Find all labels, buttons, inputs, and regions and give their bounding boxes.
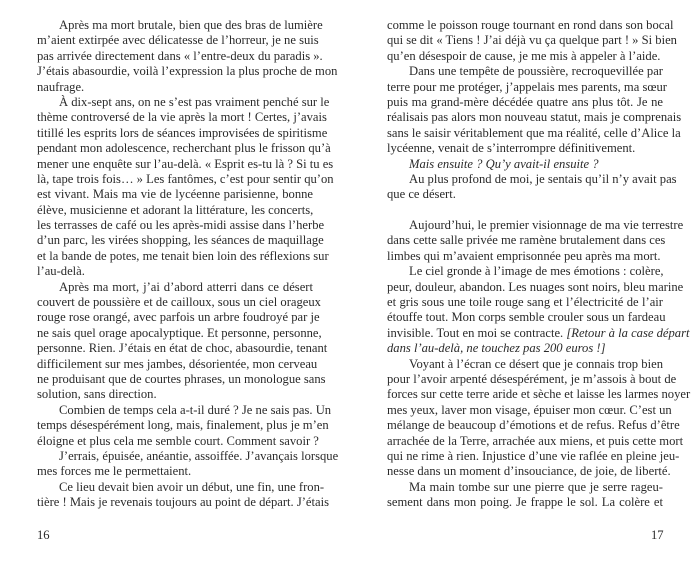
blank-line — [387, 203, 663, 218]
line-text: Aujourd’hui, le premier visionnage de ma vie terrestre — [409, 218, 684, 233]
text-line — [387, 249, 663, 264]
text-line — [37, 295, 321, 310]
line-text: et la bande de potes, me tenait bien loin des réflexions sur — [37, 248, 329, 263]
line-text: Après ma mort brutale, bien que des bras de lumière — [59, 18, 323, 32]
text-line — [37, 325, 322, 341]
line-text: sans le saisir véritablement que ma réalité, celle d’Alice la — [387, 125, 681, 140]
line-text: personne. Rien. J’étais en état de choc, abasourdie, tenant — [37, 341, 328, 356]
text-line — [37, 187, 313, 202]
line-text: élève, musicienne et adorant la littérature, les concerts, — [37, 202, 314, 217]
text-line — [387, 18, 674, 33]
text-line — [37, 33, 319, 48]
text-line — [37, 203, 313, 218]
line-text: l’au-delà. — [37, 264, 85, 279]
line-text: dans cette salle privée me ramène brutalement dans ces — [387, 233, 666, 248]
line-text: arrachée de la Terre, arrachée aux miens, et puis cette mort — [387, 433, 684, 448]
text-line — [37, 495, 330, 510]
line-text: mener une enquête sur l’au-delà. « Esprit es-tu là ? Si tu es — [37, 156, 334, 171]
text-line — [37, 371, 326, 387]
italic-text: dans l’au-delà, ne touchez pas 200 euros !] — [387, 341, 606, 356]
text-line — [37, 310, 320, 325]
text-line — [387, 433, 684, 449]
line-text: et gris sous une toile rouge sang et l’électricité de l’air — [387, 295, 663, 310]
line-text: qu’en désespoir de cause, je me mis à appeler à l’aide. — [387, 48, 661, 63]
line-text: couvert de poussière et de cailloux, sous un ciel orageux — [37, 295, 321, 310]
line-text: qui se dit « Tiens ! J’ai déjà vu ça quelque part ! » Si bien — [387, 33, 677, 48]
line-text: que ce désert. — [387, 187, 456, 202]
line-text: terre pour me protéger, j’appelais mes parents, ma sœur — [387, 79, 667, 94]
text-line — [37, 110, 327, 125]
text-line — [37, 402, 332, 418]
line-text: nesse dans un moment d’insouciance, de joie, de liberté. — [387, 464, 671, 479]
left-page-text — [37, 18, 339, 511]
line-text: Ce lieu devait bien avoir un début, une fin, une fron- — [59, 479, 325, 494]
text-line — [387, 341, 663, 356]
text-line — [37, 141, 331, 156]
line-text: mes yeux, laver mon visage, épuiser mon cœur. C’est un — [387, 402, 672, 417]
line-text: pas arrivée directement dans « l’entre-deux du paradis ». — [37, 48, 323, 63]
text-line — [387, 171, 677, 187]
line-text: étouffe tout. Mon corps semble crouler sous un fardeau — [387, 310, 666, 325]
line-text: forces sur cette terre aride et sèche et laisse les larmes noyer — [387, 387, 691, 402]
text-line — [387, 264, 663, 279]
line-text: qui ne rime à rien. Injustice d’une vie raflée en pleine jeu- — [387, 448, 680, 463]
line-text: Ma main tombe sur une pierre que je serre rageu- — [409, 479, 663, 494]
line-text: Au plus profond de moi, je sentais qu’il n’y avait pas — [409, 171, 677, 186]
line-text: temps désespérément long, mais, finalement, plus je m’en — [37, 418, 329, 433]
text-line — [387, 49, 663, 64]
line-text: titillé les esprits lors de séances improvisées de spiritisme — [37, 125, 328, 140]
line-text: Le ciel gronde à l’image de mes émotions : colère, — [409, 264, 664, 279]
line-text: ne sais quel orage apocalyptique. Et personne, personne, — [37, 325, 322, 340]
text-line — [387, 295, 663, 310]
text-line — [37, 64, 338, 79]
line-text: d’un parc, les virées shopping, les séances de maquillage — [37, 233, 324, 248]
page-number-right: 17 — [651, 528, 664, 542]
text-line — [37, 18, 323, 33]
text-line — [387, 310, 666, 325]
text-line — [37, 248, 329, 264]
line-text: naufrage. — [37, 79, 85, 94]
page-number-left: 16 — [37, 528, 50, 542]
text-line — [37, 80, 313, 95]
text-line — [37, 448, 339, 464]
text-line — [37, 156, 334, 172]
text-line — [387, 418, 680, 433]
line-text: Après ma mort, j’ai d’abord atterri dans ce désert — [59, 279, 313, 294]
text-line — [387, 233, 666, 248]
text-line — [387, 218, 684, 233]
line-text: Dans une tempête de poussière, recroquevillée par — [409, 64, 663, 79]
line-text: peur, douleur, abandon. Les nuages sont noirs, bleu marine — [387, 279, 684, 294]
text-line — [387, 371, 677, 387]
text-line — [37, 171, 334, 187]
line-text: mes forces me le permettaient. — [37, 464, 192, 479]
line-text: limbes qui m’avaient emprisonnée peu après ma mort. — [387, 248, 661, 263]
line-text: À dix-sept ans, on ne s’est pas vraiment penché sur le — [59, 94, 330, 109]
line-text: comme le poisson rouge tournant en rond dans son bocal — [387, 18, 674, 32]
line-text: m’aient extirpée avec délicatesse de l’horreur, je ne suis — [37, 33, 319, 48]
text-line — [37, 479, 325, 495]
text-line — [387, 33, 677, 48]
text-line — [387, 279, 684, 295]
line-text: est vivant. Mais ma vie de lycéenne parisienne, bonne — [37, 187, 313, 202]
text-line — [387, 480, 663, 495]
line-text: difficilement sur mes jambes, désorientée, mon cerveau — [37, 356, 318, 371]
text-line — [387, 125, 681, 141]
line-text: thème controversé de la vie après la mort ! Certes, j’avais — [37, 110, 327, 125]
text-line — [387, 141, 663, 156]
text-line — [387, 157, 663, 172]
line-text: Voyant à l’écran ce désert que je connais trop bien — [409, 356, 663, 371]
text-line — [387, 387, 691, 402]
italic-text: Mais ensuite ? Qu’y avait-il ensuite ? — [409, 156, 599, 171]
text-line — [387, 110, 682, 125]
text-line — [37, 418, 329, 433]
text-line — [387, 495, 663, 510]
text-line — [387, 464, 671, 479]
text-line — [37, 48, 323, 64]
text-line — [387, 402, 672, 418]
text-line — [37, 433, 319, 449]
line-text: lycéenne, venait de s’interrompre définitivement. — [387, 141, 636, 156]
text-line — [37, 218, 325, 233]
italic-text: [Retour à la case départ — [566, 325, 690, 340]
text-line — [37, 94, 330, 110]
line-text: pendant mon adolescence, recherchant plus le frisson qu’à — [37, 141, 331, 156]
text-line — [37, 233, 324, 248]
line-text: pour l’avoir arpenté désespérément, je m’assois à bout de — [387, 371, 677, 386]
line-text: J’étais abasourdie, voilà l’expression la plus proche de mon — [37, 64, 338, 79]
line-text: réalisais pas alors mon nouveau statut, mais je comprenais — [387, 110, 682, 125]
line-text: invisible. Tout en moi se contracte. — [387, 325, 567, 340]
text-line — [37, 341, 328, 356]
line-text: rouge rose orangé, avec parfois un arbre foudroyé par je — [37, 310, 320, 325]
line-text: les terrasses de café ou les après-midi assise dans l’herbe — [37, 218, 325, 233]
text-line — [387, 64, 663, 79]
text-line — [387, 187, 663, 202]
line-text: J’errais, épuisée, anéantie, assoiffée. J’avançais lorsque — [59, 448, 339, 463]
text-line — [37, 264, 313, 279]
line-text: sement dans mon poing. Je frappe le sol. La colère et — [387, 495, 663, 510]
line-text: ne produisant que de courtes phrases, un monologue sans — [37, 371, 326, 386]
line-text: tière ! Mais je revenais toujours au point de départ. J’étais — [37, 495, 330, 510]
line-text: solution, sans direction. — [37, 387, 157, 402]
line-text: là, tape trois fois… » Les fantômes, c’est pour sentir qu’on — [37, 171, 334, 186]
text-line — [387, 325, 690, 341]
right-page-text — [387, 18, 691, 511]
text-line — [387, 357, 663, 372]
line-text: mélange de beaucoup d’émotions et de refus. Refus d’être — [387, 418, 680, 433]
text-line — [37, 387, 313, 402]
text-line — [37, 280, 313, 295]
line-text: éloigne et plus cela me semble court. Comment savoir ? — [37, 433, 319, 448]
line-text: Combien de temps cela a-t-il duré ? Je ne sais pas. Un — [59, 402, 332, 417]
text-line — [37, 125, 328, 141]
text-line — [387, 79, 667, 95]
text-line — [37, 356, 318, 372]
text-line — [387, 95, 663, 110]
text-line — [37, 464, 313, 479]
text-line — [387, 448, 680, 464]
line-text: puis ma grand-mère décédée quatre ans plus tôt. Je ne — [387, 94, 663, 109]
